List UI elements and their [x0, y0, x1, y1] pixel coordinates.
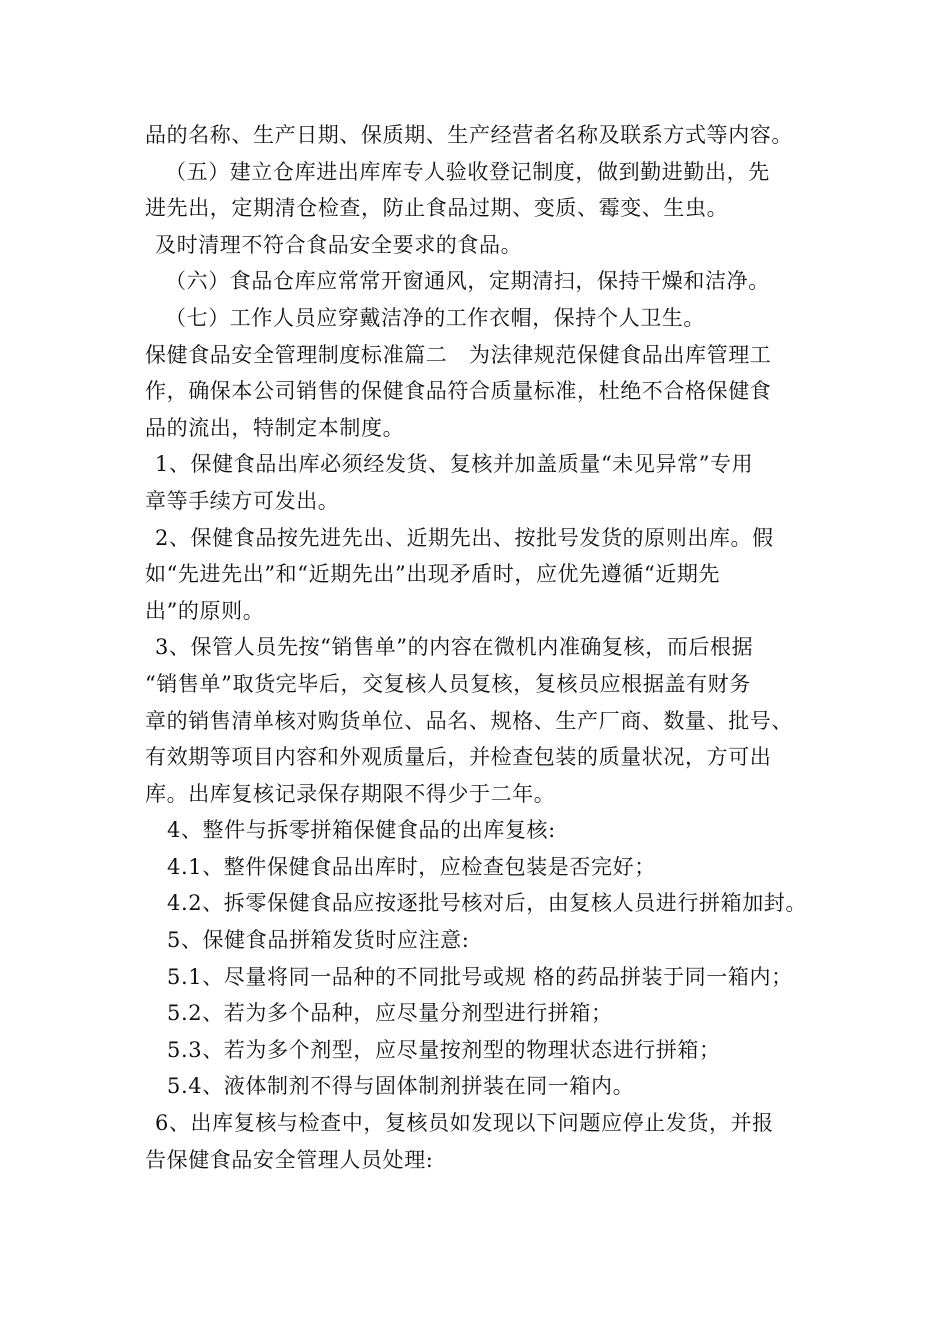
text-line: 章的销售清单核对购货单位、品名、规格、生产厂商、数量、批号、 — [145, 708, 793, 733]
text-line: 4.2、拆零保健食品应按逐批号核对后，由复核人员进行拼箱加封。 — [167, 891, 807, 916]
text-line: 品的流出，特制定本制度。 — [145, 415, 405, 440]
text-line: （五）建立仓库进出库库专人验收登记制度，做到勤进勤出，先 — [165, 159, 770, 184]
text-line: 库。出库复核记录保存期限不得少于二年。 — [145, 781, 556, 806]
document-body — [145, 117, 835, 1178]
section-heading-line: 保健食品安全管理制度标准篇二 为法律规范保健食品出库管理工 — [145, 342, 772, 367]
text-line: 作，确保本公司销售的保健食品符合质量标准，杜绝不合格保健食 — [145, 379, 772, 404]
text-line: 3、保管人员先按“销售单”的内容在微机内准确复核，而后根据 — [155, 635, 754, 660]
text-line: 5.2、若为多个品种，应尽量分剂型进行拼箱； — [167, 1001, 613, 1026]
text-line: 1、保健食品出库必须经发货、复核并加盖质量“未见异常”专用 — [155, 452, 754, 477]
text-line: 如“先进先出”和“近期先出”出现矛盾时，应优先遵循“近期先 — [145, 562, 721, 587]
text-line: 有效期等项目内容和外观质量后，并检查包装的质量状况，方可出 — [145, 745, 772, 770]
text-line: 告保健食品安全管理人员处理: — [145, 1147, 434, 1172]
text-line: 6、出库复核与检查中，复核员如发现以下问题应停止发货，并报 — [155, 1111, 774, 1136]
text-line: 2、保健食品按先进先出、近期先出、按批号发货的原则出库。假 — [155, 525, 774, 550]
text-line: 4.1、整件保健食品出库时，应检查包装是否完好； — [167, 854, 656, 879]
text-line: 出”的原则。 — [145, 598, 265, 623]
text-line: 5、保健食品拼箱发货时应注意: — [167, 928, 470, 953]
text-line: “销售单”取货完毕后，交复核人员复核，复核员应根据盖有财务 — [145, 671, 751, 696]
text-line: 5.3、若为多个剂型，应尽量按剂型的物理状态进行拼箱； — [167, 1037, 721, 1062]
text-line: 4、整件与拆零拼箱保健食品的出库复核: — [167, 818, 556, 843]
text-line: 5.1、尽量将同一品种的不同批号或规 格的药品拼装于同一箱内； — [167, 964, 793, 989]
text-line: 及时清理不符合食品安全要求的食品。 — [155, 232, 523, 257]
text-line: （七）工作人员应穿戴洁净的工作衣帽，保持个人卫生。 — [165, 305, 705, 330]
text-line: 进先出，定期清仓检查，防止食品过期、变质、霉变、生虫。 — [145, 196, 729, 221]
text-line: 5.4、液体制剂不得与固体制剂拼装在同一箱内。 — [167, 1074, 635, 1099]
text-line: 章等手续方可发出。 — [145, 488, 340, 513]
text-line: 品的名称、生产日期、保质期、生产经营者名称及联系方式等内容。 — [145, 123, 793, 147]
text-line: （六）食品仓库应常常开窗通风，定期清扫，保持干燥和洁净。 — [165, 269, 770, 294]
